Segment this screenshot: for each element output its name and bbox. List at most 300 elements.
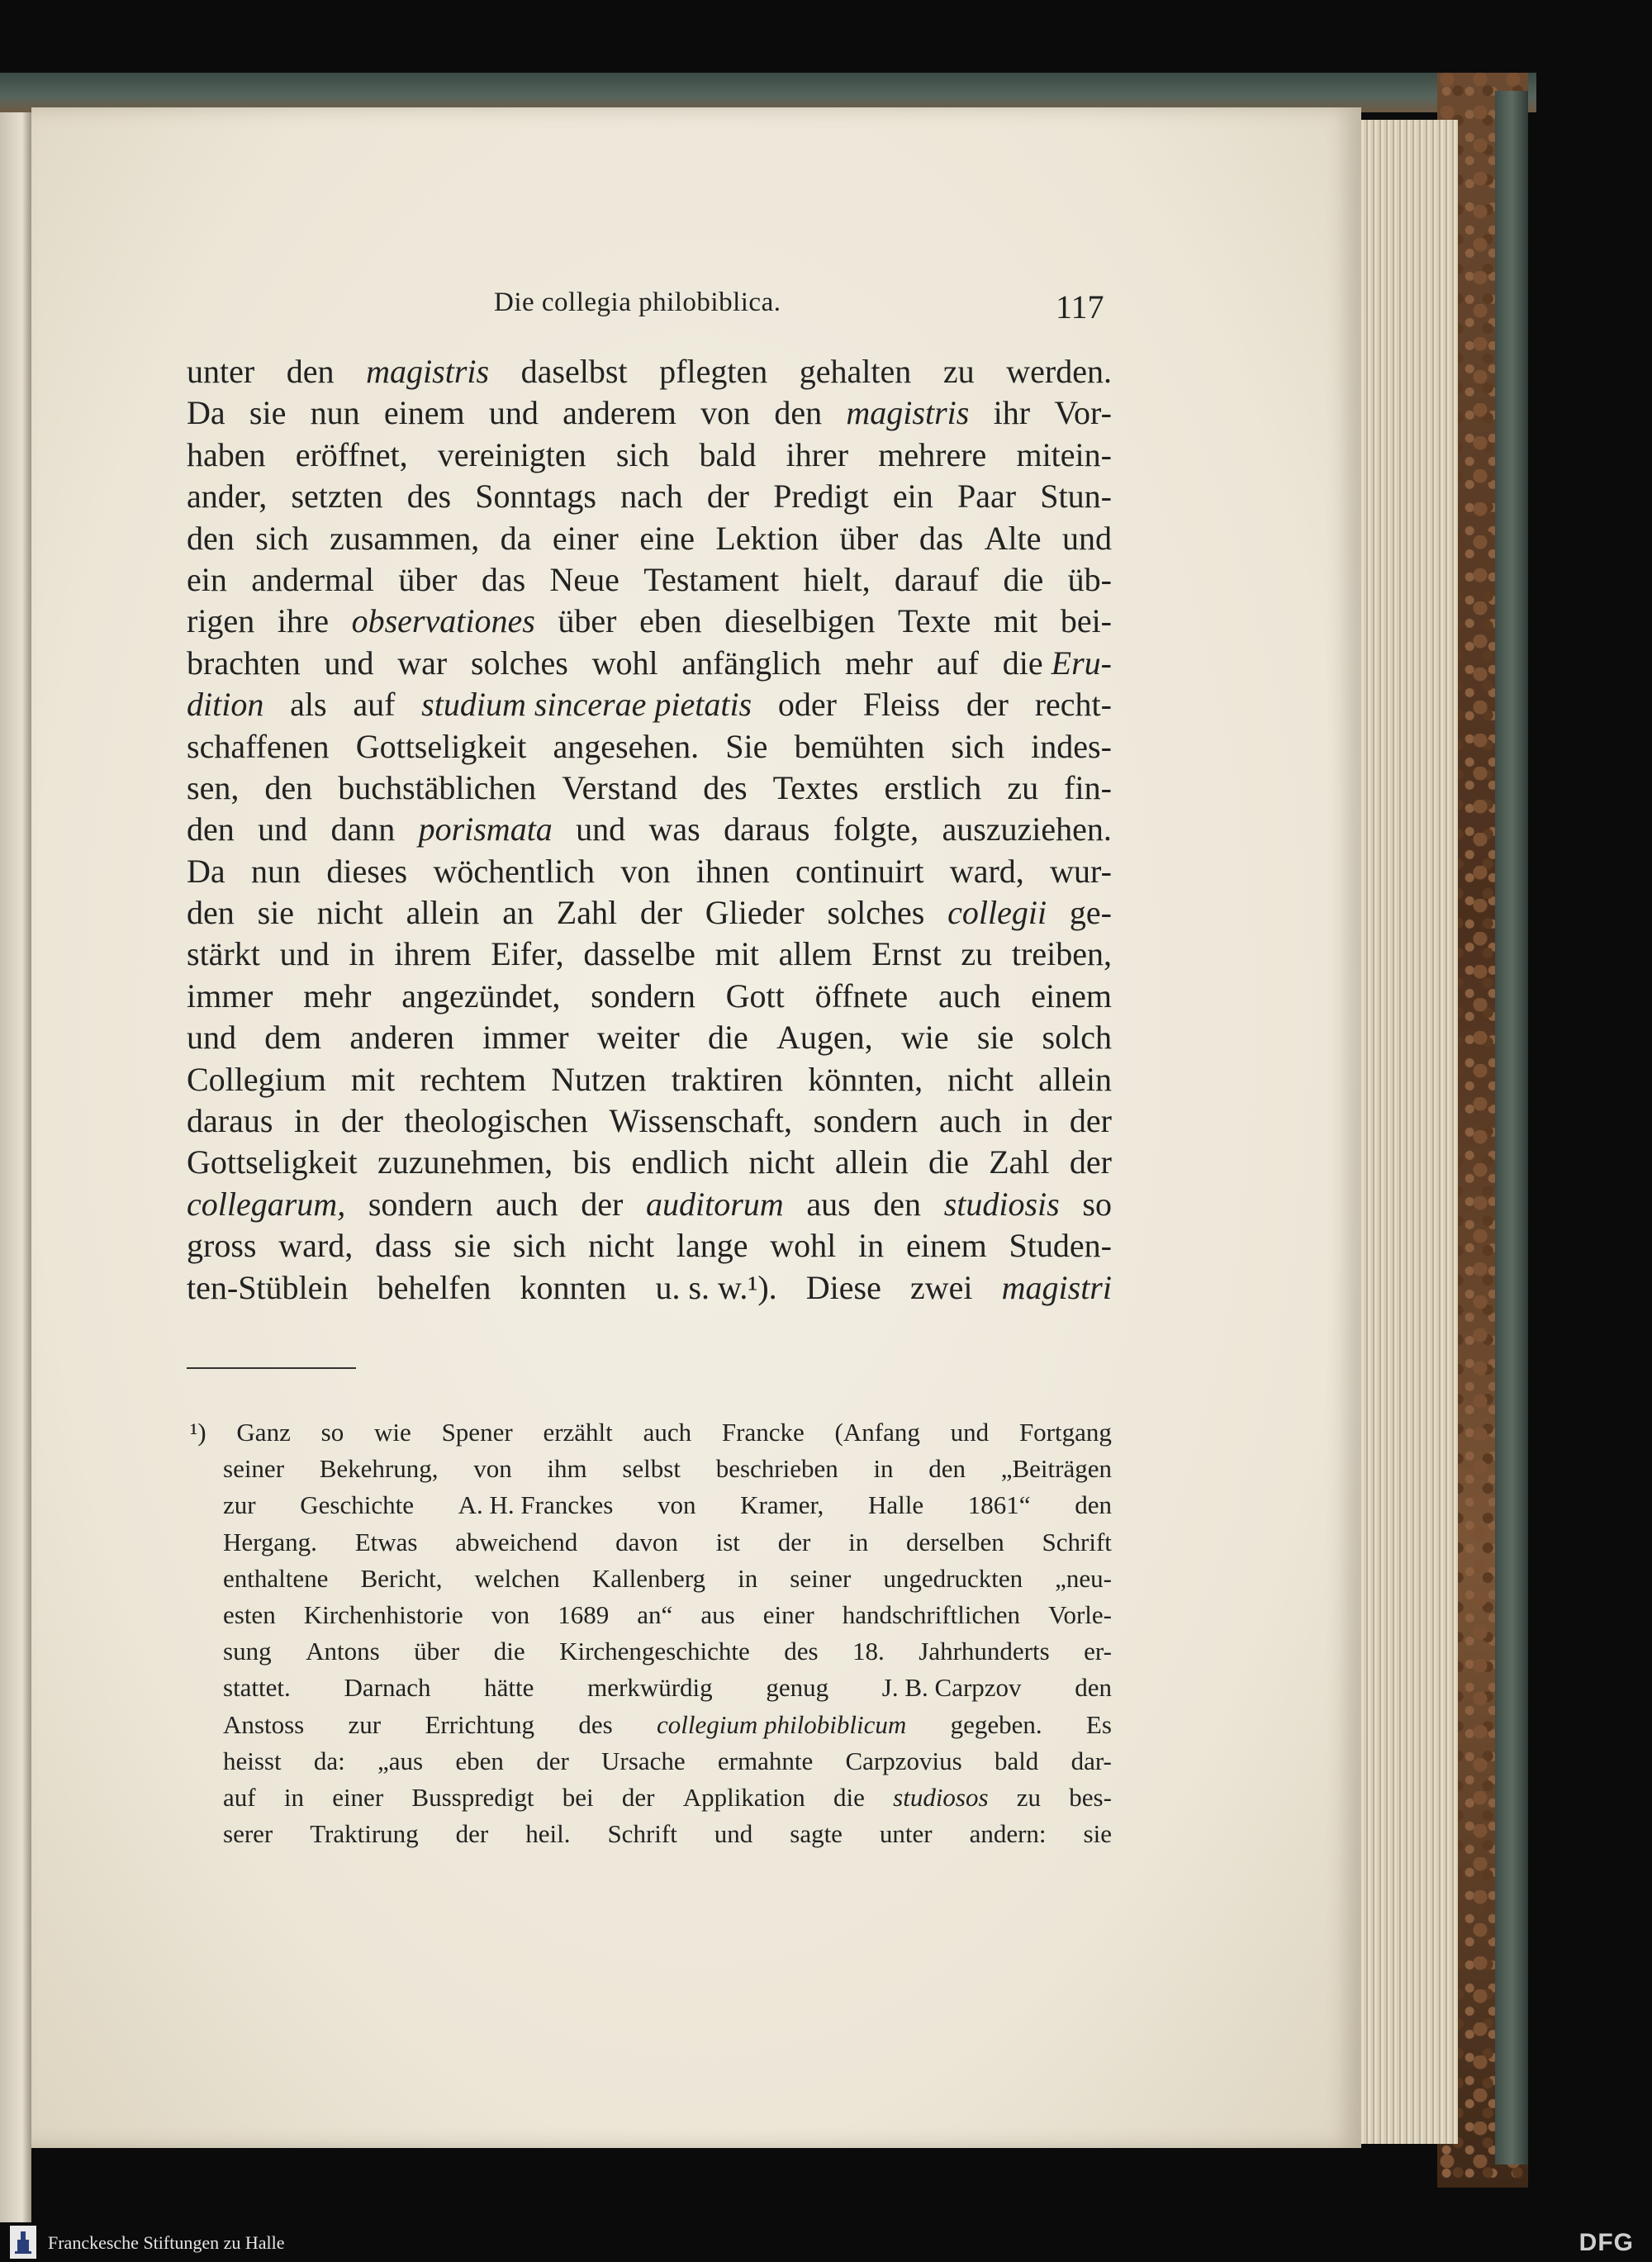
word: Testament [643,560,780,598]
word: ander, [187,478,268,516]
word: recht- [1034,686,1112,724]
running-head: Die collegia philobiblica. [494,288,781,317]
word: er- [1084,1637,1112,1666]
word: angezündet, [401,977,561,1015]
word: daraus [724,810,810,848]
word: über [839,519,899,557]
word: auf [936,644,979,682]
word: Kirchengeschichte [559,1637,750,1666]
word: ermahnte [717,1746,814,1775]
word: Bekehrung, [319,1454,439,1484]
word: Zahl [556,894,618,932]
word: ihre [277,602,329,640]
word: und [279,935,330,973]
word: schaffenen [187,727,330,765]
word: solches [827,894,925,932]
word: von [620,852,671,890]
word: studiosos [893,1782,989,1812]
word: Geschichte [300,1490,414,1520]
word: aus [700,1599,735,1629]
body-line [187,476,1112,517]
word: nicht [748,1143,815,1181]
word: sich [255,519,309,557]
word: pflegten [659,353,768,390]
word: auch [938,1102,1002,1140]
word: studiosis [943,1185,1060,1223]
word: Neue [549,560,620,598]
footnote-line [223,1561,1112,1597]
word: von [473,1454,512,1484]
word: öffnete [814,977,909,1015]
word: Schrift [607,1819,677,1849]
word: ist [715,1527,740,1556]
word: Applikation [682,1782,805,1812]
word: folgte, [833,810,919,848]
word: der [536,1746,569,1775]
word: studium sincerae pietatis [421,686,752,724]
footnote-line [223,1451,1112,1487]
word: Anstoss [223,1709,305,1739]
word: hielt, [803,560,871,598]
word: stärkt [187,935,260,973]
body-line [187,518,1112,559]
word: Da [187,852,225,890]
word: Busspredigt [411,1782,534,1812]
word: die [493,1637,525,1666]
word: den [264,768,313,806]
word: Errichtung [425,1709,535,1739]
word: indes- [1031,727,1112,765]
word: Bericht, [360,1563,443,1593]
word: dieselbigen [724,602,876,640]
word: Francke [721,1418,805,1447]
body-line [187,684,1112,725]
word: Alte [984,519,1042,557]
word: Collegium [187,1060,326,1098]
word: (Anfang [834,1418,920,1447]
word: Paar [957,478,1017,516]
word: und [187,1019,236,1057]
word: in [294,1102,320,1140]
word: der [966,686,1009,724]
footnote-line [190,1414,1112,1451]
word: nicht [588,1227,655,1265]
word: einer [332,1782,384,1812]
word: der [777,1527,811,1556]
word: sung [223,1637,272,1666]
page-number: 117 [1056,288,1104,326]
word: Predigt [773,478,869,516]
word: auszuziehen. [942,810,1112,848]
word: den [873,1185,922,1223]
word: den [1075,1673,1112,1703]
viewer-footer-bar [0,2222,1652,2262]
word: bald [994,1746,1039,1775]
body-line [187,1184,1112,1225]
body-line [187,726,1112,767]
word: oder [777,686,837,724]
word: der [621,1782,655,1812]
word: welchen [474,1563,560,1593]
word: traktiren [671,1060,784,1098]
word: ihrer [786,435,849,473]
word: nun [310,394,360,432]
word: zusammen, [330,519,480,557]
body-line [187,392,1112,434]
word: den [187,894,235,932]
book-cover-top [0,73,1536,112]
word: die [833,1782,865,1812]
word: observationes [351,602,535,640]
word: „aus [377,1746,424,1775]
footnote-line [223,1487,1112,1523]
word: sich [512,1227,567,1265]
word: sondern [813,1102,919,1140]
word: üb- [1067,560,1112,598]
word: Es [1085,1709,1112,1739]
word: den [774,394,823,432]
word: ¹) [190,1418,206,1447]
word: da [500,519,532,557]
word: könnten, [808,1060,923,1098]
body-line [187,351,1112,392]
word: Kramer, [740,1490,824,1520]
word: rigen [187,602,255,640]
word: auch [643,1418,692,1447]
word: Augen, [776,1019,873,1057]
word: sondern [368,1185,473,1223]
word: Sie [725,727,768,765]
book-cover-edge [1495,91,1528,2165]
word: einem [383,394,465,432]
footnote-line [223,1597,1112,1633]
word: Halle [867,1490,924,1520]
word: auf [353,686,396,724]
word: serer [223,1819,273,1849]
word: Eifer, [491,935,564,973]
word: anfänglich [681,644,822,682]
word: enthaltene [223,1563,329,1593]
word: auch [496,1185,558,1223]
word: der [1069,1102,1112,1140]
word: darauf [894,560,980,598]
word: einer [552,519,619,557]
word: ungedruckten [883,1563,1023,1593]
word: des [578,1709,613,1739]
word: Vorle- [1048,1599,1112,1629]
word: Ernst [871,935,942,973]
word: ihm [547,1454,587,1484]
footnotes [190,1414,1112,1852]
word: Darnach [344,1673,431,1703]
body-line [187,767,1112,809]
word: daselbst [520,353,628,390]
word: als [290,686,327,724]
word: mit [993,602,1038,640]
word: haben [187,435,266,473]
word: heisst [223,1746,282,1775]
word: der [340,1102,383,1140]
word: und [576,810,626,848]
footnote-line [223,1633,1112,1670]
word: Kallenberg [591,1563,706,1593]
word: treiben, [1011,935,1112,973]
word: anderen [349,1019,454,1057]
word: dasselbe [583,935,695,973]
word: in [283,1782,304,1812]
word: einem [905,1227,987,1265]
word: über [414,1637,460,1666]
word: u. s. w.¹). [655,1268,777,1306]
word: selbst [622,1454,681,1484]
word: merkwürdig [587,1673,713,1703]
word: Diese [805,1268,881,1306]
word: Antons [306,1637,380,1666]
word: gross [187,1227,257,1265]
word: mit [350,1060,396,1098]
word: dass [374,1227,432,1265]
word: bei- [1060,602,1112,640]
word: dieses [326,852,408,890]
word: sondern [591,977,695,1015]
word: anderem [563,394,676,432]
footnote-line [223,1707,1112,1743]
word: endlich [631,1143,729,1181]
word: von [491,1599,530,1629]
word: sie [249,394,287,432]
word: Lektion [715,519,819,557]
word: rechtem [420,1060,527,1098]
word: des [406,478,452,516]
word: davon [615,1527,678,1556]
word: wie [374,1418,411,1447]
word: der [639,894,682,932]
word: angesehen. [553,727,700,765]
word: theologischen [404,1102,588,1140]
word: sagte [790,1819,843,1849]
body-line [187,1059,1112,1100]
word: Gottseligkeit [187,1143,358,1181]
word: war [397,644,448,682]
word: immer [482,1019,569,1057]
word: Hergang. [223,1527,317,1556]
word: auf [223,1782,256,1812]
word: derselben [905,1527,1004,1556]
word: eine [639,519,695,557]
word: in [858,1227,885,1265]
word: nun [251,852,301,890]
word: eben [639,602,702,640]
word: mitein- [1016,435,1112,473]
word: 1689 [558,1599,610,1629]
word: des [703,768,748,806]
word: buchstäblichen [338,768,537,806]
word: sich [951,727,1004,765]
word: Glieder [705,894,805,932]
word: hätte [484,1673,534,1703]
word: solches [471,644,568,682]
word: solch [1042,1019,1112,1057]
word: behelfen [377,1268,491,1306]
word: mit [714,935,759,973]
word: genug [766,1673,829,1703]
word: da: [313,1746,345,1775]
word: sie [257,894,294,932]
word: ein [892,478,933,516]
word: über [558,602,617,640]
word: allein [406,894,480,932]
institution-name: Franckesche Stiftungen zu Halle [48,2232,285,2253]
word: unter [879,1819,933,1849]
word: bei [562,1782,594,1812]
word: ward, [278,1227,354,1265]
word: und [324,644,374,682]
word: J. B. Carpzov [881,1673,1022,1703]
footnote-line [223,1524,1112,1561]
word: einem [1031,977,1112,1015]
word: collegium philobiblicum [657,1709,907,1739]
word: abweichend [455,1527,578,1556]
word: Texte [897,602,971,640]
word: seiner [790,1563,852,1593]
word: den [928,1454,966,1484]
word: einer [762,1599,814,1629]
word: Carpzovius [845,1746,962,1775]
footnote-line [223,1780,1112,1816]
word: die Eru- [1002,644,1112,682]
body-line [187,643,1112,684]
word: ihnen [695,852,770,890]
word: magistri [1001,1268,1112,1306]
word: wohl [770,1227,837,1265]
footnote-rule [187,1367,356,1369]
word: zu [1016,1782,1042,1812]
word: immer [187,977,273,1015]
word: so [320,1418,344,1447]
word: 1861“ [967,1490,1031,1520]
word: wie [900,1019,949,1057]
word: Studen- [1009,1227,1112,1265]
word: gegeben. [950,1709,1042,1739]
word: in [349,935,375,973]
body-line [187,851,1112,892]
word: an“ [637,1599,673,1629]
word: wur- [1050,852,1112,890]
word: ihr [993,394,1031,432]
word: mehr [303,977,372,1015]
word: der [455,1819,489,1849]
word: erstlich [884,768,982,806]
word: bemühten [794,727,925,765]
word: stattet. [223,1673,291,1703]
word: handschriftlichen [842,1599,1020,1629]
word: Nutzen [551,1060,647,1098]
word: den [187,519,235,557]
word: und [714,1819,753,1849]
word: die [928,1143,969,1181]
word: sie [453,1227,491,1265]
word: den [1075,1490,1112,1520]
word: weiter [596,1019,680,1057]
word: heil. [525,1819,571,1849]
word: zu [1007,768,1039,806]
word: esten [223,1599,276,1629]
word: Etwas [354,1527,418,1556]
word: magistris [846,394,970,432]
word: des [784,1637,819,1666]
word: sie [976,1019,1014,1057]
word: Fleiss [862,686,941,724]
word: werden. [1006,353,1112,390]
word: Wissenschaft, [609,1102,793,1140]
word: Spener [441,1418,513,1447]
word: zuzunehmen, [377,1143,553,1181]
word: den [187,810,235,848]
word: nicht [316,894,383,932]
institution-logo-icon [10,2226,36,2259]
word: porismata [418,810,553,848]
word: von [700,394,751,432]
word: auch [938,977,1001,1015]
word: „Beiträgen [1000,1454,1112,1484]
word: unter [187,353,255,390]
dfg-logo: DFG [1578,2229,1634,2256]
word: A. H. Franckes [458,1490,614,1520]
word: nach [620,478,683,516]
body-line [187,976,1112,1017]
word: der [706,478,749,516]
word: continuirt [795,852,924,890]
word: das [481,560,526,598]
word: und [258,810,308,848]
word: erzählt [543,1418,613,1447]
word: an [502,894,534,932]
word: auditorum [645,1185,784,1223]
body-line [187,1225,1112,1266]
word: magistris [366,353,490,390]
word: 18. [852,1637,885,1666]
word: gehalten [799,353,912,390]
word: nicht [947,1060,1014,1098]
word: ge- [1069,894,1112,932]
word: ten-Stüblein [187,1268,349,1306]
word: Da [187,394,225,432]
footnote-line [223,1816,1112,1852]
word: sich [615,435,670,473]
word: mehr [844,644,914,682]
word: zu [961,935,993,973]
word: Ganz [236,1418,291,1447]
word: und [1062,519,1112,557]
word: Gottseligkeit [355,727,527,765]
word: der [581,1185,624,1223]
word: seiner [223,1454,285,1484]
word: zwei [909,1268,973,1306]
word: eben [455,1746,504,1775]
word: in [873,1454,894,1484]
facing-page-edge [0,107,31,2231]
body-line [187,809,1112,850]
word: andermal [251,560,375,598]
word: dann [330,810,396,848]
word: so [1082,1185,1112,1223]
word: allein [1038,1060,1112,1098]
word: die [707,1019,748,1057]
word: brachten [187,644,301,682]
word: sen, [187,768,240,806]
word: daraus [187,1102,273,1140]
body-line [187,559,1112,601]
